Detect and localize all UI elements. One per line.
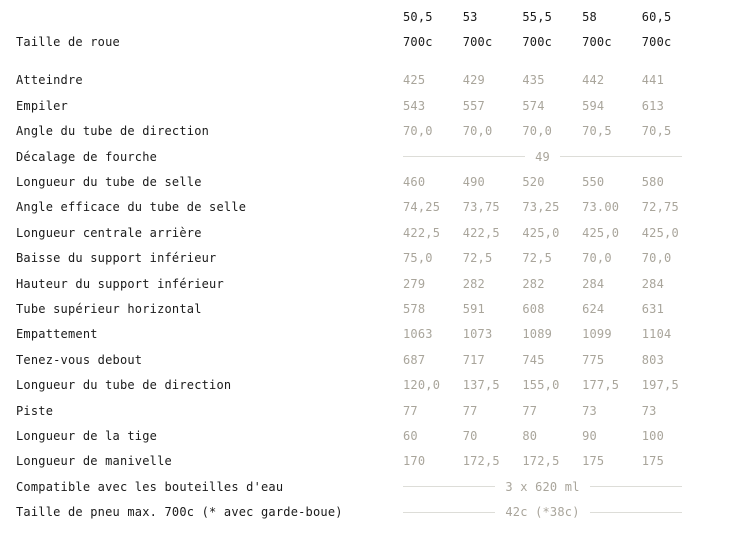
table-row <box>0 68 745 93</box>
table-row-wheel-size <box>0 29 745 54</box>
cell: 574 <box>522 98 545 113</box>
table-row <box>0 119 745 144</box>
cell: 70,0 <box>641 251 672 266</box>
row-label: Longueur du tube de direction <box>16 378 232 393</box>
cell: 284 <box>641 276 665 291</box>
cell: 73,75 <box>462 200 500 215</box>
cell: 73,25 <box>522 200 560 215</box>
span-cell: 3 x 620 ml <box>505 479 580 494</box>
row-label: Atteindre <box>16 73 83 88</box>
cell: 282 <box>522 276 545 291</box>
table-row <box>0 271 745 296</box>
row-label: Piste <box>16 403 54 418</box>
cell: 80 <box>522 428 538 443</box>
size-header: 55,5 <box>522 9 553 24</box>
divider-line <box>560 156 682 157</box>
cell: 803 <box>641 352 665 367</box>
cell: 73 <box>582 403 597 418</box>
cell: 284 <box>582 276 605 291</box>
cell: 70,5 <box>641 124 672 139</box>
cell: 73 <box>641 403 657 418</box>
table-row <box>0 449 745 474</box>
table-row-span <box>0 499 745 524</box>
cell: 425,0 <box>582 225 620 240</box>
cell: 60 <box>403 428 418 443</box>
cell: 120,0 <box>403 378 441 393</box>
table-row <box>0 398 745 423</box>
row-label: Hauteur du support inférieur <box>16 276 224 291</box>
cell: 70,0 <box>403 124 433 139</box>
cell: 172,5 <box>522 454 560 469</box>
cell: 608 <box>522 301 545 316</box>
span-cell: 42c (*38c) <box>505 505 580 520</box>
cell: 717 <box>462 352 485 367</box>
cell: 1089 <box>522 327 553 342</box>
row-label: Baisse du support inférieur <box>16 251 217 266</box>
divider-line <box>403 486 495 487</box>
cell: 591 <box>462 301 485 316</box>
cell: 700c <box>403 35 433 50</box>
cell: 1099 <box>582 327 612 342</box>
cell: 520 <box>522 175 545 190</box>
cell: 775 <box>582 352 605 367</box>
cell: 137,5 <box>462 378 500 393</box>
cell: 175 <box>641 454 665 469</box>
cell: 435 <box>522 73 545 88</box>
cell: 70,5 <box>582 124 612 139</box>
cell: 279 <box>403 276 426 291</box>
size-header: 58 <box>582 9 597 24</box>
divider-line <box>403 156 525 157</box>
table-row-span <box>0 474 745 499</box>
divider-line <box>590 512 682 513</box>
cell: 543 <box>403 98 426 113</box>
cell: 624 <box>582 301 605 316</box>
cell: 422,5 <box>462 225 500 240</box>
row-label: Taille de roue <box>16 35 120 50</box>
cell: 73.00 <box>582 200 620 215</box>
cell: 70,0 <box>582 251 612 266</box>
cell: 460 <box>403 175 426 190</box>
row-label: Longueur de la tige <box>16 428 158 443</box>
row-label: Taille de pneu max. 700c (* avec garde-boue) <box>16 505 343 520</box>
size-header: 60,5 <box>641 9 672 24</box>
cell: 77 <box>462 403 478 418</box>
cell: 631 <box>641 301 665 316</box>
cell: 155,0 <box>522 378 560 393</box>
cell: 90 <box>582 428 597 443</box>
table-row <box>0 296 745 321</box>
cell: 282 <box>462 276 485 291</box>
table-row <box>0 372 745 397</box>
cell: 441 <box>641 73 665 88</box>
table-row <box>0 195 745 220</box>
cell: 197,5 <box>641 378 679 393</box>
table-row-span <box>0 144 745 169</box>
table-row <box>0 169 745 194</box>
cell: 74,25 <box>403 200 441 215</box>
row-label: Angle du tube de direction <box>16 124 210 139</box>
cell: 175 <box>582 454 605 469</box>
cell: 70,0 <box>522 124 553 139</box>
cell: 1063 <box>403 327 433 342</box>
table-row <box>0 93 745 118</box>
table-header-row <box>0 4 745 29</box>
row-label: Longueur de manivelle <box>16 454 172 469</box>
cell: 1104 <box>641 327 672 342</box>
cell: 70,0 <box>462 124 493 139</box>
row-label: Empiler <box>16 98 68 113</box>
divider-line <box>590 486 682 487</box>
cell: 578 <box>403 301 426 316</box>
row-label: Empattement <box>16 327 98 342</box>
size-header: 50,5 <box>403 9 433 24</box>
cell: 557 <box>462 98 485 113</box>
cell: 72,5 <box>522 251 553 266</box>
cell: 100 <box>641 428 665 443</box>
cell: 425,0 <box>641 225 679 240</box>
table-row <box>0 220 745 245</box>
cell: 700c <box>522 35 553 50</box>
cell: 550 <box>582 175 605 190</box>
cell: 172,5 <box>462 454 500 469</box>
cell: 1073 <box>462 327 493 342</box>
cell: 72,5 <box>462 251 493 266</box>
row-label: Angle efficace du tube de selle <box>16 200 247 215</box>
row-label: Longueur du tube de selle <box>16 175 202 190</box>
cell: 490 <box>462 175 485 190</box>
row-label: Tenez-vous debout <box>16 352 143 367</box>
cell: 700c <box>641 35 672 50</box>
cell: 442 <box>582 73 605 88</box>
cell: 177,5 <box>582 378 620 393</box>
divider-line <box>403 512 495 513</box>
cell: 613 <box>641 98 665 113</box>
cell: 594 <box>582 98 605 113</box>
cell: 170 <box>403 454 426 469</box>
table-row <box>0 322 745 347</box>
cell: 687 <box>403 352 426 367</box>
row-label: Compatible avec les bouteilles d'eau <box>16 479 284 494</box>
row-label: Longueur centrale arrière <box>16 225 202 240</box>
table-row <box>0 246 745 271</box>
cell: 429 <box>462 73 485 88</box>
cell: 70 <box>462 428 478 443</box>
cell: 75,0 <box>403 251 433 266</box>
cell: 425,0 <box>522 225 560 240</box>
cell: 700c <box>462 35 493 50</box>
cell: 77 <box>522 403 538 418</box>
cell: 72,75 <box>641 200 679 215</box>
cell: 700c <box>582 35 612 50</box>
cell: 422,5 <box>403 225 441 240</box>
cell: 425 <box>403 73 426 88</box>
row-label: Décalage de fourche <box>16 149 158 164</box>
cell: 77 <box>403 403 418 418</box>
cell: 580 <box>641 175 665 190</box>
cell: 745 <box>522 352 545 367</box>
table-row <box>0 423 745 448</box>
span-cell: 49 <box>535 149 550 164</box>
size-header: 53 <box>462 9 478 24</box>
row-label: Tube supérieur horizontal <box>16 301 202 316</box>
table-row <box>0 347 745 372</box>
